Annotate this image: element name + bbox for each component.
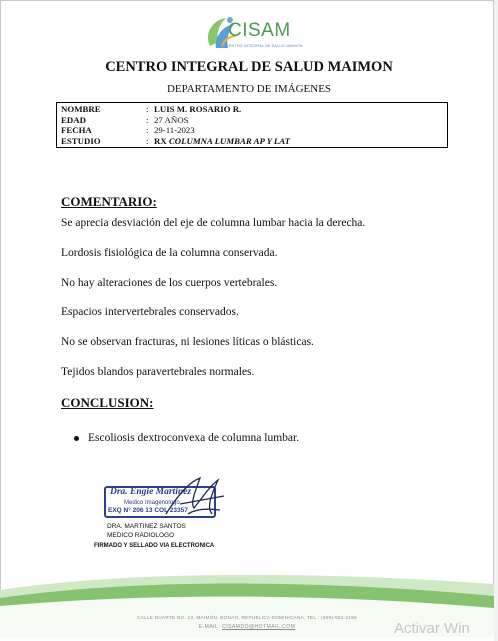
logo-subtext: CENTRO INTEGRAL DE SALUD MAIMON	[226, 43, 303, 48]
document-title: CENTRO INTEGRAL DE SALUD MAIMON	[105, 59, 393, 75]
logo-text: CISAM	[228, 20, 291, 41]
signed-electronically: FIRMADO Y SELLADO VIA ELECTRONICA	[94, 543, 215, 549]
info-label: ESTUDIO	[61, 135, 101, 146]
conclusion-item	[74, 432, 299, 444]
conclusion-text: Escoliosis dextroconvexa de columna lumbar.	[88, 432, 300, 444]
info-row-estudio	[61, 136, 443, 147]
comment-line: Espacios intervertebrales conservados.	[61, 306, 239, 318]
study-prefix: RX	[154, 135, 169, 146]
footer-email-prefix: E-MAIL:	[198, 624, 223, 630]
patient-info-box	[56, 102, 448, 148]
patient-name: LUIS M. ROSARIO R.	[154, 104, 242, 114]
doctor-role: MEDICO RADIOLOGO	[107, 532, 175, 539]
doctor-name: DRA. MARTINEZ SANTOS	[107, 523, 186, 530]
info-label: FECHA	[61, 125, 92, 135]
info-label: NOMBRE	[61, 104, 101, 114]
scrollbar-track[interactable]	[494, 0, 498, 641]
comment-line: Tejidos blandos paravertebrales normales.	[61, 366, 255, 378]
info-separator: :	[146, 125, 149, 135]
signature-icon	[160, 474, 230, 522]
conclusion-heading: CONCLUSION:	[61, 395, 154, 410]
stamp-exequatur: EXQ N° 206 13 COL 23357	[108, 507, 188, 514]
comment-line: Lordosis fisiológica de la columna conservada.	[61, 247, 278, 259]
info-separator: :	[146, 135, 149, 146]
department-title: DEPARTAMENTO DE IMÁGENES	[166, 83, 332, 95]
info-separator: :	[146, 114, 149, 125]
info-row-edad	[61, 115, 443, 126]
bullet-icon	[74, 436, 79, 441]
info-row-fecha	[61, 125, 443, 136]
comentario-heading: COMENTARIO:	[61, 194, 157, 209]
info-separator: :	[146, 104, 149, 114]
study-date: 29-11-2023	[154, 125, 195, 135]
comment-line: Se aprecia desviación del eje de columna lumbar hacia la derecha.	[61, 217, 366, 229]
info-label: EDAD	[61, 114, 86, 125]
study-name	[154, 136, 290, 147]
info-row-nombre	[61, 104, 443, 115]
patient-age: 27 AÑOS	[154, 114, 189, 125]
comment-line: No hay alteraciones de los cuerpos vertebrales.	[61, 277, 278, 289]
stamp-name: Dra. Engie Martinez	[110, 487, 192, 497]
footer-email[interactable]: CISAMDO@HOTMAIL.COM	[222, 624, 296, 630]
study-type: COLUMNA LUMBAR AP Y LAT	[168, 135, 290, 146]
stamp-role: Medico Imagenologo	[124, 500, 180, 506]
windows-activation-watermark: Activar Win	[394, 620, 470, 637]
comment-line: No se observan fracturas, ni lesiones líticas o blásticas.	[61, 336, 314, 348]
footer-address: CALLE DUARTE NO. 13, MAIMÓN, BONAO, REPUBLICA DOMINICANA, TEL.: (809)-551-2196	[137, 615, 357, 620]
